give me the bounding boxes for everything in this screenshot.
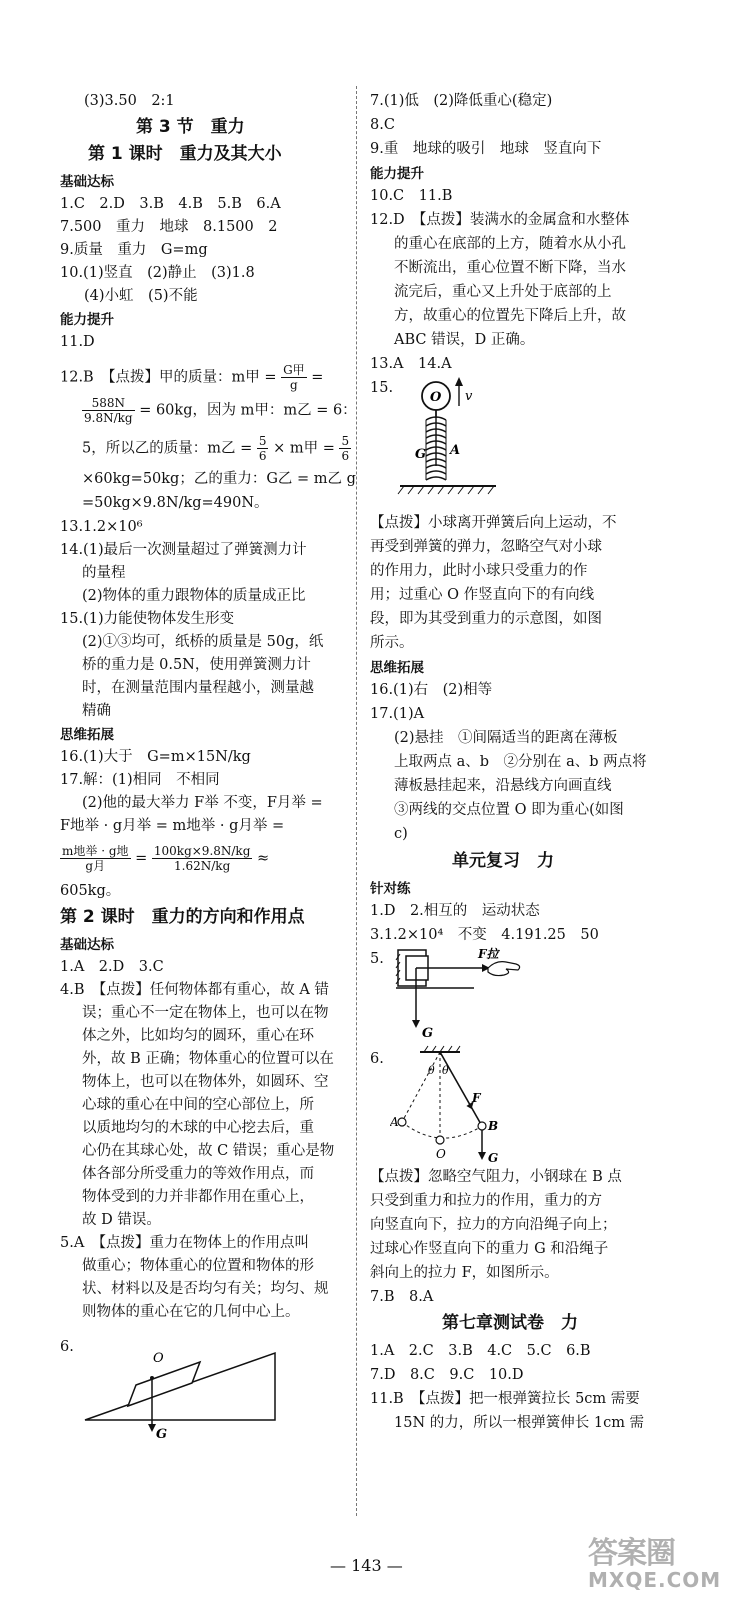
fraction-numerator: 588N [82, 396, 135, 411]
answer-line: 以质地均匀的木球的中心挖去后，重 [82, 1120, 314, 1136]
label-g: G [422, 1026, 434, 1040]
subsection-heading: 针对练 [370, 881, 411, 897]
fraction-denominator: 9.8N/kg [84, 411, 133, 425]
answer-text: 12.B 【点拨】甲的质量：m甲 = [60, 369, 277, 386]
arrow-head [412, 1020, 420, 1028]
answer-line: 物体上，也可以在物体外，如圆环、空 [82, 1074, 329, 1090]
answer-line: 15. [370, 380, 394, 396]
ball-o [436, 1136, 444, 1144]
answer-line: 15N 的力，所以一根弹簧伸长 1cm 需 [394, 1415, 645, 1431]
answer-line: 【点拨】忽略空气阻力，小钢球在 B 点 [370, 1169, 622, 1185]
formula-line [82, 434, 351, 463]
answer-line: 桥的重力是 0.5N，使用弹簧测力计 [82, 657, 311, 673]
fraction-numerator: 5 [258, 434, 267, 448]
answer-line: 1.A 2.C 3.B 4.C 5.C 6.B [370, 1343, 591, 1359]
answer-line: 9.质量 重力 G=mg [60, 242, 208, 258]
answer-line: (4)小虹 (5)不能 [84, 288, 198, 304]
subsection-heading: 思维拓展 [60, 727, 114, 743]
fraction-numerator: G甲 [283, 363, 305, 377]
answer-line: 不断流出，重心位置不断下降，当水 [394, 260, 626, 276]
fraction-numerator: 5 [341, 434, 350, 448]
answer-line: (3)3.50 2:1 [84, 93, 175, 109]
answer-line: 做重心；物体重心的位置和物体的形 [82, 1258, 314, 1274]
label-f: F拉 [478, 947, 499, 961]
fraction-denominator: 6 [258, 449, 267, 463]
formula-line [60, 363, 323, 392]
fraction [339, 434, 351, 463]
fraction [281, 363, 307, 392]
label-b: B [488, 1119, 499, 1133]
answer-line: 7.B 8.A [370, 1289, 434, 1305]
answer-line: 17.(1)A [370, 706, 425, 722]
lesson-title: 第 2 课时 重力的方向和作用点 [60, 907, 305, 927]
arrow-head [478, 1152, 486, 1160]
answer-line: 体各部分所受重力的等效作用点，而 [82, 1166, 314, 1182]
fraction [60, 844, 131, 873]
answer-line: 段，即为其受到重力的示意图，如图 [370, 611, 602, 627]
watermark-logo: 答案圈 [588, 1536, 675, 1571]
fraction-denominator: g月 [85, 859, 106, 873]
answer-line: 13.1.2×10⁶ [60, 519, 143, 535]
answer-line: 流完后，重心又上升处于底部的上 [394, 284, 612, 300]
answer-text: = 60kg，因为 m甲：m乙 = 6： [139, 402, 357, 419]
label-g: G [488, 1151, 499, 1164]
answer-line: 【点拨】小球离开弹簧后向上运动，不 [370, 515, 617, 531]
section-title: 第 3 节 重力 [136, 117, 245, 137]
pendulum-figure [390, 1044, 540, 1164]
answer-line: 的量程 [82, 565, 126, 581]
answer-line: 体之外，比如均匀的圆环，重心在环 [82, 1028, 314, 1044]
arrow-head [148, 1424, 156, 1432]
section-title: 单元复习 力 [452, 851, 554, 871]
answer-line: 14.(1)最后一次测量超过了弹簧测力计 [60, 542, 307, 558]
answer-line: 10.C 11.B [370, 188, 453, 204]
formula-line [60, 844, 269, 873]
page-number: — 143 — [330, 1556, 403, 1575]
section-title: 第七章测试卷 力 [442, 1313, 578, 1333]
watermark [588, 1528, 728, 1592]
answer-line: 605kg。 [60, 883, 121, 899]
answer-line: 方，故重心的位置先下降后上升，故 [394, 308, 626, 324]
arrow-head [455, 377, 463, 386]
answer-line: =50kg×9.8N/kg=490N。 [82, 495, 269, 511]
ball-b [478, 1122, 486, 1130]
answer-line: (2)他的最大举力 F举 不变，F月举 = [82, 795, 323, 811]
fraction-denominator: 6 [341, 449, 350, 463]
answer-line: 4.B 【点拨】任何物体都有重心，故 A 错 [60, 982, 329, 998]
answer-line: 斜向上的拉力 F，如图所示。 [370, 1265, 559, 1281]
answer-line: 所示。 [370, 635, 414, 651]
answer-line: 上取两点 a、b ②分别在 a、b 两点将 [394, 754, 647, 770]
answer-line: ABC 错误，D 正确。 [394, 332, 535, 348]
answer-line: 10.(1)竖直 (2)静止 (3)1.8 [60, 265, 255, 281]
label-v: v [465, 389, 473, 404]
fraction-numerator: 100kg×9.8N/kg [153, 844, 251, 858]
swing-arc [402, 1122, 482, 1138]
answer-line: 的重心在底部的上方，随着水从小孔 [394, 236, 626, 252]
answer-line: 5. [370, 951, 384, 967]
lesson-title: 第 1 课时 重力及其大小 [88, 144, 282, 164]
label-a: A [390, 1115, 399, 1129]
fraction-numerator: m地举 · g地 [62, 844, 129, 858]
subsection-heading: 思维拓展 [370, 660, 424, 676]
answer-line: 15.(1)力能使物体发生形变 [60, 611, 235, 627]
theta-right: θ [442, 1064, 449, 1077]
answer-line: 11.B 【点拨】把一根弹簧拉长 5cm 需要 [370, 1391, 640, 1407]
answer-line: 9.重 地球的吸引 地球 竖直向下 [370, 141, 602, 157]
answer-text: 5，所以乙的质量：m乙 = [82, 440, 253, 457]
answer-line: 过球心作竖直向下的重力 G 和沿绳子 [370, 1241, 609, 1257]
answer-line: 13.A 14.A [370, 356, 452, 372]
answer-line: 向竖直向下，拉力的方向沿绳子向上； [370, 1217, 617, 1233]
answer-line: 16.(1)大于 G=m×15N/kg [60, 749, 251, 765]
answer-line: (2)①③均可，纸桥的质量是 50g，纸 [82, 634, 324, 650]
answer-line: 6. [370, 1051, 384, 1067]
answer-line: 1.C 2.D 3.B 4.B 5.B 6.A [60, 196, 281, 212]
answer-line: (2)物体的重力跟物体的质量成正比 [82, 588, 306, 604]
answer-line: 心仍在其球心处，故 C 错误；重心是物 [82, 1143, 335, 1159]
label-o: O [153, 1351, 164, 1366]
fraction-denominator: g [290, 378, 298, 392]
formula-line [82, 396, 357, 425]
answer-line: 心球的重心在中间的空心部位上，所 [82, 1097, 314, 1113]
answer-line: 外，故 B 正确；物体重心的位置可以在 [82, 1051, 334, 1067]
subsection-heading: 能力提升 [60, 312, 114, 328]
theta-left: θ [428, 1064, 435, 1077]
answer-line: 只受到重力和拉力的作用，重力的方 [370, 1193, 602, 1209]
answer-line: 11.D [60, 334, 95, 350]
answer-line: 则物体的重心在它的几何中心上。 [82, 1304, 300, 1320]
answer-line: 3.1.2×10⁴ 不变 4.191.25 50 [370, 927, 599, 943]
answer-line: 的作用力，此时小球只受重力的作 [370, 563, 588, 579]
answer-line: 12.D 【点拨】装满水的金属盒和水整体 [370, 212, 630, 228]
answer-line: 状、材料以及是否均匀有关；均匀、规 [82, 1281, 329, 1297]
answer-line: 物体受到的力并非都作用在重心上， [82, 1189, 314, 1205]
answer-line: 5.A 【点拨】重力在物体上的作用点叫 [60, 1235, 310, 1251]
answer-line: 7.(1)低 (2)降低重心(稳定) [370, 93, 553, 109]
label-g: G [156, 1427, 168, 1440]
answer-line: 6. [60, 1339, 74, 1355]
label-o: O [436, 1147, 446, 1161]
block [128, 1362, 200, 1406]
answer-text: × m甲 = [273, 440, 335, 457]
answer-text: ≈ [257, 850, 270, 867]
incline-gravity-figure [80, 1328, 290, 1440]
answer-line: ×60kg=50kg；乙的重力：G乙 = m乙 g [82, 471, 356, 487]
answer-line: 再受到弹簧的弹力，忽略空气对小球 [370, 539, 602, 555]
column-divider [356, 86, 357, 1516]
ground-hatch [398, 486, 494, 494]
answer-line: 7.500 重力 地球 8.1500 2 [60, 219, 278, 235]
label-a: A [450, 443, 461, 458]
answer-line: 用；过重心 O 作竖直向下的有向线 [370, 587, 595, 603]
answer-line: 1.D 2.相互的 运动状态 [370, 903, 540, 919]
fraction-denominator: 1.62N/kg [174, 859, 231, 873]
answer-line: ③两线的交点位置 O 即为重心(如图 [394, 802, 624, 818]
answer-line: 7.D 8.C 9.C 10.D [370, 1367, 524, 1383]
answer-text: = [311, 369, 324, 386]
subsection-heading: 基础达标 [60, 937, 114, 953]
answer-line: (2)悬挂 ①间隔适当的距离在薄板 [394, 730, 618, 746]
answer-text: = [135, 850, 148, 867]
subsection-heading: 能力提升 [370, 166, 424, 182]
answer-line: 故 D 错误。 [82, 1212, 161, 1228]
answer-line: 误；重心不一定在物体上，也可以在物 [82, 1005, 329, 1021]
ball-a [398, 1118, 406, 1126]
answer-line: 薄板悬挂起来，沿悬线方向画直线 [394, 778, 612, 794]
answer-line: 精确 [82, 703, 111, 719]
label-g: G [415, 447, 427, 462]
watermark-url: MXQE.COM [588, 1568, 722, 1592]
label-o: O [430, 390, 442, 405]
fraction [257, 434, 269, 463]
subsection-heading: 基础达标 [60, 174, 114, 190]
wall-block-figure [394, 944, 544, 1040]
fraction [82, 396, 135, 425]
label-f: F [472, 1091, 481, 1105]
answer-line: 8.C [370, 117, 395, 133]
answer-line: 时，在测量范围内量程越小，测量越 [82, 680, 314, 696]
answer-line: 1.A 2.D 3.C [60, 959, 164, 975]
answer-line: c) [394, 826, 408, 842]
answer-line: 17.解：(1)相同 不相同 [60, 772, 220, 788]
answer-line: 16.(1)右 (2)相等 [370, 682, 493, 698]
spring-ball-figure [396, 374, 506, 509]
answer-line: F地举 · g月举 = m地举 · g月举 = [60, 818, 285, 834]
left-swing-line [402, 1052, 440, 1122]
fraction [152, 844, 253, 873]
hand-icon [488, 962, 520, 976]
